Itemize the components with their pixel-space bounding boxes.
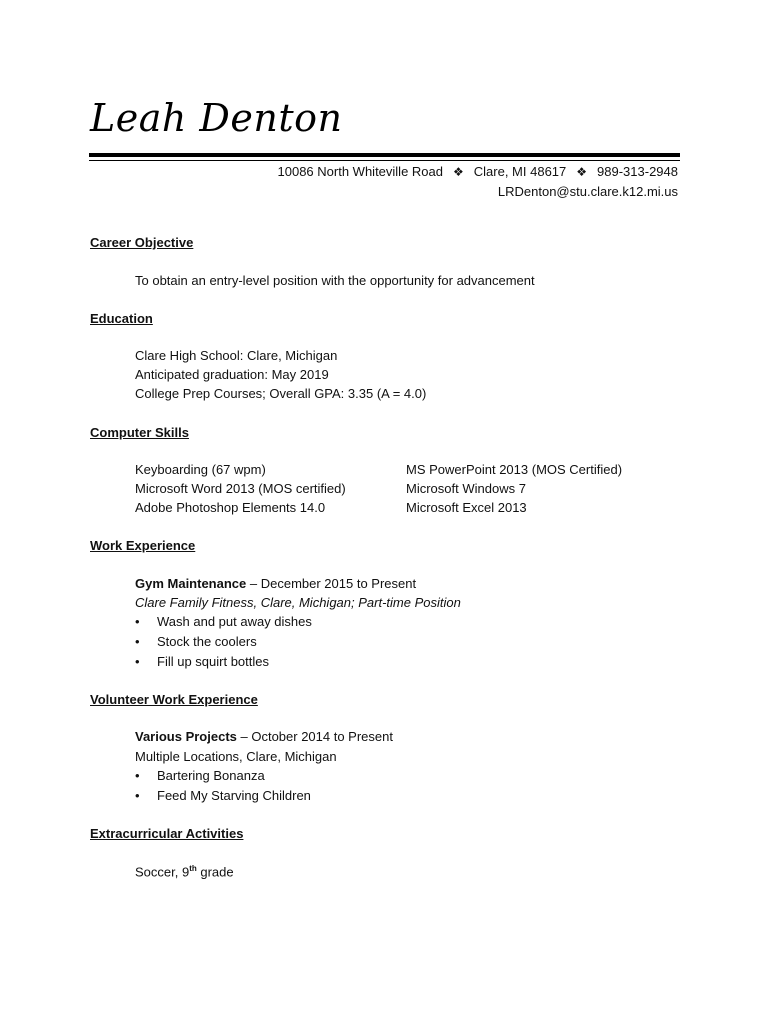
bullet-icon: • — [135, 634, 140, 649]
list-item-text: Stock the coolers — [157, 634, 257, 649]
address: 10086 North Whiteville Road — [277, 164, 443, 179]
education-line: Clare High School: Clare, Michigan — [135, 348, 338, 363]
skill-item: Keyboarding (67 wpm) — [135, 462, 266, 477]
extracurricular-item — [135, 864, 234, 879]
diamond-separator-icon: ❖ — [576, 165, 588, 179]
job-employer: Clare Family Fitness, Clare, Michigan; Part-time Position — [135, 595, 461, 610]
activity-grade: grade — [196, 864, 234, 880]
diamond-separator-icon: ❖ — [453, 165, 464, 179]
job-title-line — [135, 576, 416, 591]
education-line: College Prep Courses; Overall GPA: 3.35 (A = 4.0) — [135, 386, 427, 401]
education-line: Anticipated graduation: May 2019 — [135, 367, 329, 382]
phone: 989-313-2948 — [597, 164, 678, 179]
skill-item: Microsoft Word 2013 (MOS certified) — [135, 481, 346, 496]
bullet-icon: • — [135, 788, 140, 803]
skill-item: Adobe Photoshop Elements 14.0 — [135, 500, 326, 515]
work-experience-heading: Work Experience — [90, 538, 196, 553]
header-rule-thin — [89, 160, 680, 161]
city: Clare, MI 48617 — [473, 164, 567, 179]
list-item — [135, 634, 257, 649]
header-rule-thick — [89, 153, 680, 157]
contact-line-1 — [278, 162, 678, 182]
email: LRDenton@stu.clare.k12.mi.us — [497, 184, 678, 199]
list-item — [135, 654, 269, 669]
bullet-icon: • — [135, 654, 140, 669]
job-title: Gym Maintenance — [135, 576, 247, 591]
list-item-text: Wash and put away dishes — [157, 614, 312, 629]
bullet-icon: • — [135, 614, 140, 629]
skill-item: Microsoft Windows 7 — [406, 481, 526, 496]
bullet-icon: • — [135, 768, 140, 783]
extracurricular-heading: Extracurricular Activities — [90, 826, 244, 841]
education-heading: Education — [90, 311, 153, 326]
volunteer-title-line — [135, 729, 393, 744]
skill-item: MS PowerPoint 2013 (MOS Certified) — [406, 462, 623, 477]
applicant-name: Leah Denton — [90, 96, 343, 140]
ordinal-suffix: th — [189, 864, 197, 873]
career-objective-text: To obtain an entry-level position with the opportunity for advancement — [135, 273, 535, 288]
list-item-text: Feed My Starving Children — [157, 788, 311, 803]
job-dates: – December 2015 to Present — [246, 576, 417, 591]
career-objective-heading: Career Objective — [90, 235, 194, 250]
list-item-text: Fill up squirt bottles — [157, 654, 269, 669]
activity-name: Soccer, 9 — [135, 864, 190, 880]
list-item — [135, 788, 311, 803]
volunteer-title: Various Projects — [135, 729, 237, 744]
volunteer-experience-heading: Volunteer Work Experience — [90, 692, 258, 707]
list-item — [135, 614, 312, 629]
skill-item: Microsoft Excel 2013 — [406, 500, 527, 515]
contact-block — [278, 162, 678, 201]
computer-skills-heading: Computer Skills — [90, 425, 189, 440]
list-item — [135, 768, 265, 783]
list-item-text: Bartering Bonanza — [157, 768, 265, 783]
volunteer-dates: – October 2014 to Present — [236, 729, 393, 744]
volunteer-location: Multiple Locations, Clare, Michigan — [135, 749, 337, 764]
